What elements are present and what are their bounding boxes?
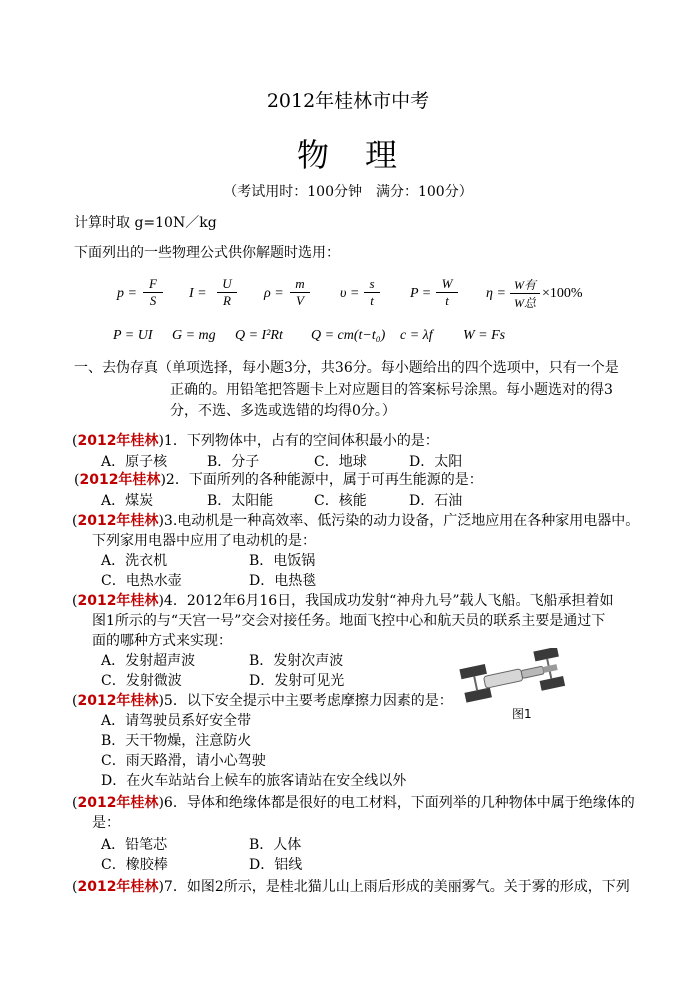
- question-4-line-2: 图1所示的与“天宫一号”交会对接任务。地面飞控中心和航天员的联系主要是通过下: [92, 613, 606, 629]
- formula-electric-power: P = UI: [113, 328, 153, 343]
- question-3: (2012年桂林)3.电动机是一种高效率、低污染的动力设备，广泛地应用在各种家用电器中。: [72, 513, 640, 529]
- formula-velocity-fraction: [364, 276, 380, 309]
- source-tag: 2012年桂林: [79, 472, 161, 488]
- formula-current-lhs: I =: [189, 286, 207, 301]
- q3-option-c: C．电热水壶: [101, 573, 182, 589]
- exam-title: 2012年桂林市中考: [266, 90, 430, 112]
- source-tag: 2012年桂林: [77, 795, 159, 811]
- formula-joule-heat: Q = I²Rt: [235, 328, 283, 343]
- source-tag: 2012年桂林: [77, 693, 159, 709]
- question-4-line-3: 面的哪种方式来实现：: [92, 633, 232, 649]
- formula-numerator: U: [217, 276, 237, 293]
- question-6-line-2: 是：: [92, 815, 120, 831]
- formula-efficiency-tail: ×100%: [542, 286, 583, 301]
- formula-gravity: G = mg: [172, 328, 216, 343]
- q6-option-a: A．铅笔芯: [101, 837, 168, 853]
- formula-numerator: W有: [510, 276, 540, 294]
- q5-option-b: B．天干物燥，注意防火: [101, 733, 252, 749]
- question-2: (2012年桂林)2．下面所列的各种能源中，属于可再生能源的是：: [74, 472, 483, 488]
- question-5: (2012年桂林)5．以下安全提示中主要考虑摩擦力因素的是：: [72, 693, 453, 709]
- formula-velocity-lhs: υ =: [340, 286, 360, 301]
- question-stem: 1．下列物体中，占有的空间体积最小的是：: [163, 433, 439, 449]
- q3-option-a: A．洗衣机: [101, 553, 168, 569]
- figure-1: [456, 648, 574, 724]
- q6-option-d: D．铝线: [249, 857, 303, 873]
- spacecraft-docking-image: [456, 648, 574, 704]
- formula-pressure-fraction: [143, 276, 163, 309]
- q4-option-d: D．发射可见光: [249, 673, 345, 689]
- formula-denominator: V: [296, 293, 304, 308]
- q1-option-a: A．原子核: [101, 454, 168, 470]
- formula-denominator: t: [370, 293, 374, 308]
- question-stem: 3.电动机是一种高效率、低污染的动力设备，广泛地应用在各种家用电器中。: [163, 513, 640, 529]
- formula-intro: 下面列出的一些物理公式供你解题时选用：: [74, 245, 340, 261]
- section-1-line-3: 分，不选、多选或选错的均得0分。）: [170, 403, 396, 419]
- source-tag: 2012年桂林: [77, 879, 159, 895]
- formula-efficiency-lhs: η =: [486, 286, 506, 301]
- formula-denominator: t: [445, 293, 449, 308]
- q2-option-b: B．太阳能: [207, 493, 274, 509]
- q2-option-c: C．核能: [314, 493, 367, 509]
- q3-option-b: B．电饭锅: [249, 553, 316, 569]
- formula-current-fraction: [217, 276, 237, 309]
- q5-option-c: C．雨天路滑，请小心驾驶: [101, 753, 266, 769]
- question-1: (2012年桂林)1．下列物体中，占有的空间体积最小的是：: [72, 433, 439, 449]
- q1-option-b: B．分子: [207, 454, 260, 470]
- calc-note: 计算时取 g=10N／kg: [74, 215, 217, 231]
- q5-option-d: D．在火车站站台上候车的旅客请站在安全线以外: [101, 773, 407, 789]
- question-stem: 6．导体和绝缘体都是很好的电工材料，下面列举的几种物体中属于绝缘体的: [163, 795, 635, 811]
- source-tag: 2012年桂林: [77, 433, 159, 449]
- formula-numerator: m: [290, 276, 310, 293]
- q2-option-a: A．煤炭: [101, 493, 154, 509]
- formula-power-lhs: P =: [410, 286, 432, 301]
- section-1-heading: 一、去伪存真（单项选择，每小题3分，共36分。每小题给出的四个选项中，只有一个是: [74, 360, 619, 376]
- formula-numerator: s: [364, 276, 380, 293]
- question-stem: 7．如图2所示，是桂北猫儿山上雨后形成的美丽雾气。关于雾的形成，下列: [163, 879, 630, 895]
- formula-density-lhs: ρ =: [264, 286, 284, 301]
- formula-work: W = Fs: [463, 328, 506, 343]
- q2-option-d: D．石油: [409, 493, 463, 509]
- question-stem: 4．2012年6月16日，我国成功发射“神舟九号”载人飞船。飞船承担着如: [163, 593, 614, 609]
- question-6: (2012年桂林)6．导体和绝缘体都是很好的电工材料，下面列举的几种物体中属于绝缘体的: [72, 795, 635, 811]
- question-4: (2012年桂林)4．2012年6月16日，我国成功发射“神舟九号”载人飞船。飞船承担着如: [72, 593, 614, 609]
- formula-wave-speed: c = λf: [400, 328, 433, 343]
- source-tag: 2012年桂林: [77, 513, 159, 529]
- exam-info: （考试用时：100分钟 满分：100分）: [223, 184, 473, 200]
- question-3-line-2: 下列家用电器中应用了电动机的是：: [92, 533, 316, 549]
- q1-option-d: D．太阳: [409, 454, 463, 470]
- subject-title: 物 理: [296, 136, 399, 174]
- q4-option-a: A．发射超声波: [101, 653, 196, 669]
- question-7: (2012年桂林)7．如图2所示，是桂北猫儿山上雨后形成的美丽雾气。关于雾的形成，下列: [72, 879, 630, 895]
- formula-numerator: F: [143, 276, 163, 293]
- formula-efficiency-fraction: [510, 276, 540, 311]
- formula-density-fraction: [290, 276, 310, 309]
- formula-specific-heat: Q = cm(t−t₀): [311, 328, 386, 343]
- q4-option-b: B．发射次声波: [249, 653, 344, 669]
- question-stem: 2．下面所列的各种能源中，属于可再生能源的是：: [165, 472, 483, 488]
- q1-option-c: C．地球: [314, 454, 367, 470]
- q6-option-c: C．橡胶棒: [101, 857, 168, 873]
- q3-option-d: D．电热毯: [249, 573, 317, 589]
- formula-denominator: S: [149, 293, 157, 308]
- formula-power-fraction: [436, 276, 458, 309]
- q6-option-b: B．人体: [249, 837, 302, 853]
- formula-pressure-lhs: p =: [117, 286, 137, 301]
- figure-1-caption: 图1: [512, 707, 532, 721]
- source-tag: 2012年桂林: [77, 593, 159, 609]
- q5-option-a: A．请驾驶员系好安全带: [101, 713, 252, 729]
- formula-denominator: R: [223, 293, 231, 308]
- q4-option-c: C．发射微波: [101, 673, 182, 689]
- question-stem: 5．以下安全提示中主要考虑摩擦力因素的是：: [163, 693, 453, 709]
- formula-denominator: W总: [514, 296, 536, 310]
- section-1-line-2: 正确的。用铅笔把答题卡上对应题目的答案标号涂黑。每小题选对的得3: [170, 382, 613, 398]
- formula-numerator: W: [436, 276, 458, 293]
